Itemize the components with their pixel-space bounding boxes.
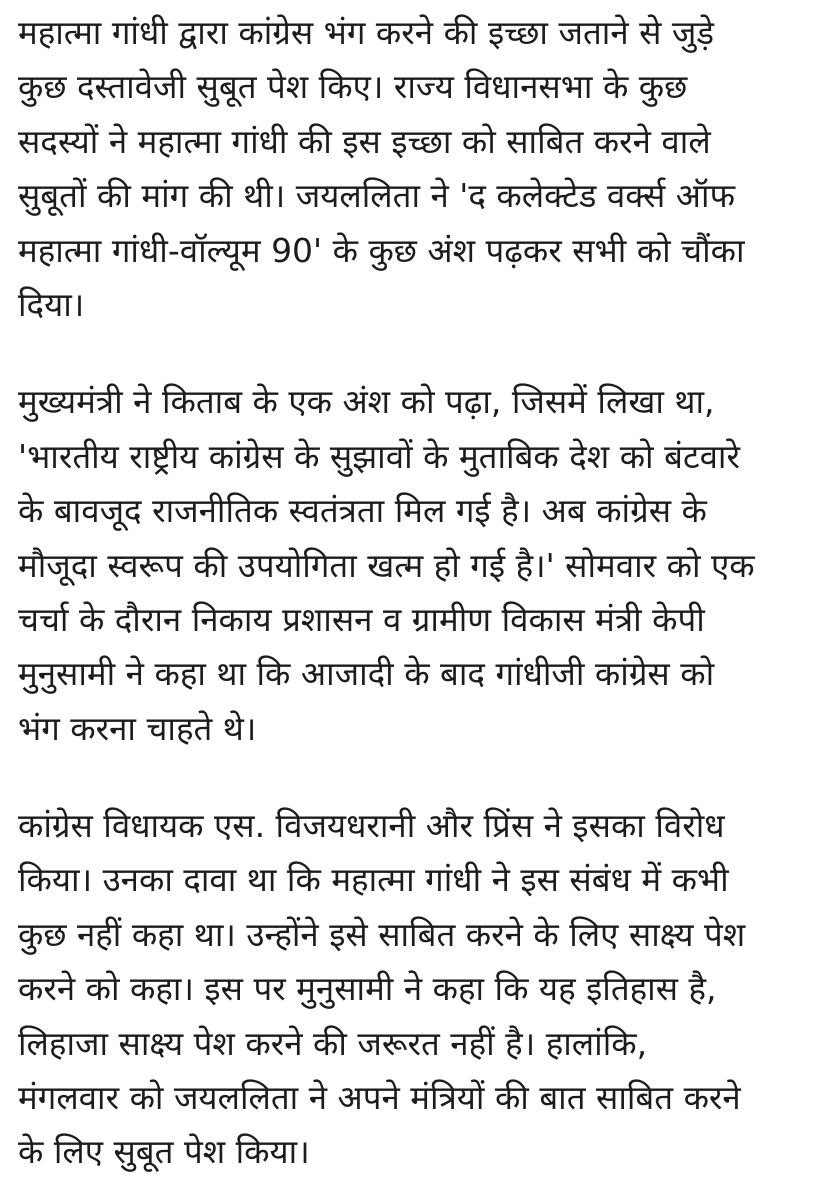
text-line: सुबूतों की मांग की थी। जयललिता ने 'द कलेक्टेड वर्क्स ऑफ: [18, 176, 736, 216]
text-line: मंगलवार को जयललिता ने अपने मंत्रियों की बात साबित करने: [18, 1078, 741, 1118]
text-line: भंग करना चाहते थे।: [18, 708, 257, 748]
text-line: महात्मा गांधी द्वारा कांग्रेस भंग करने की इच्छा जताने से जुड़े: [18, 13, 715, 52]
paragraph-2: [18, 375, 808, 756]
text-line: कुछ नहीं कहा था। उन्होंने इसे साबित करने के लिए साक्ष्य पेश: [18, 914, 746, 954]
text-line: कुछ दस्तावेजी सुबूत पेश किए। राज्य विधानसभा के कुछ: [18, 67, 688, 107]
paragraph-spacer: [18, 756, 808, 799]
text-line: मुनुसामी ने कहा था कि आजादी के बाद गांधीजी कांग्रेस को: [18, 654, 715, 694]
text-line: दिया।: [18, 284, 85, 324]
text-line: मौजूदा स्वरूप की उपयोगिता खत्म हो गई है।' सोमवार को एक: [18, 545, 755, 585]
paragraph-spacer: [18, 332, 808, 375]
text-line: चर्चा के दौरान निकाय प्रशासन व ग्रामीण विकास मंत्री केपी: [18, 599, 705, 639]
text-line: के लिए सुबूत पेश किया।: [18, 1132, 310, 1172]
text-line: के बावजूद राजनीतिक स्वतंत्रता मिल गई है। अब कांग्रेस के: [18, 491, 707, 531]
text-line: 'भारतीय राष्ट्रीय कांग्रेस के सुझावों के मुताबिक देश को बंटवारे: [18, 436, 740, 476]
text-line: कांग्रेस विधायक एस. विजयधरानी और प्रिंस ने इसका विरोध: [18, 806, 725, 846]
text-line: मुख्यमंत्री ने किताब के एक अंश को पढ़ा, जिसमें लिखा था,: [18, 382, 715, 422]
text-line: लिहाजा साक्ष्य पेश करने की जरूरत नहीं है। हालांकि,: [18, 1023, 648, 1063]
text-line: सदस्यों ने महात्मा गांधी की इस इच्छा को साबित करने वाले: [18, 121, 711, 161]
text-line: महात्मा गांधी-वॉल्यूम 90' के कुछ अंश पढ़कर सभी को चौंका: [18, 230, 745, 270]
text-line: किया। उनका दावा था कि महात्मा गांधी ने इस संबंध में कभी: [18, 860, 729, 900]
paragraph-1: [18, 6, 808, 332]
paragraph-3: [18, 799, 808, 1180]
text-line: करने को कहा। इस पर मुनुसामी ने कहा कि यह इतिहास है,: [18, 969, 717, 1009]
